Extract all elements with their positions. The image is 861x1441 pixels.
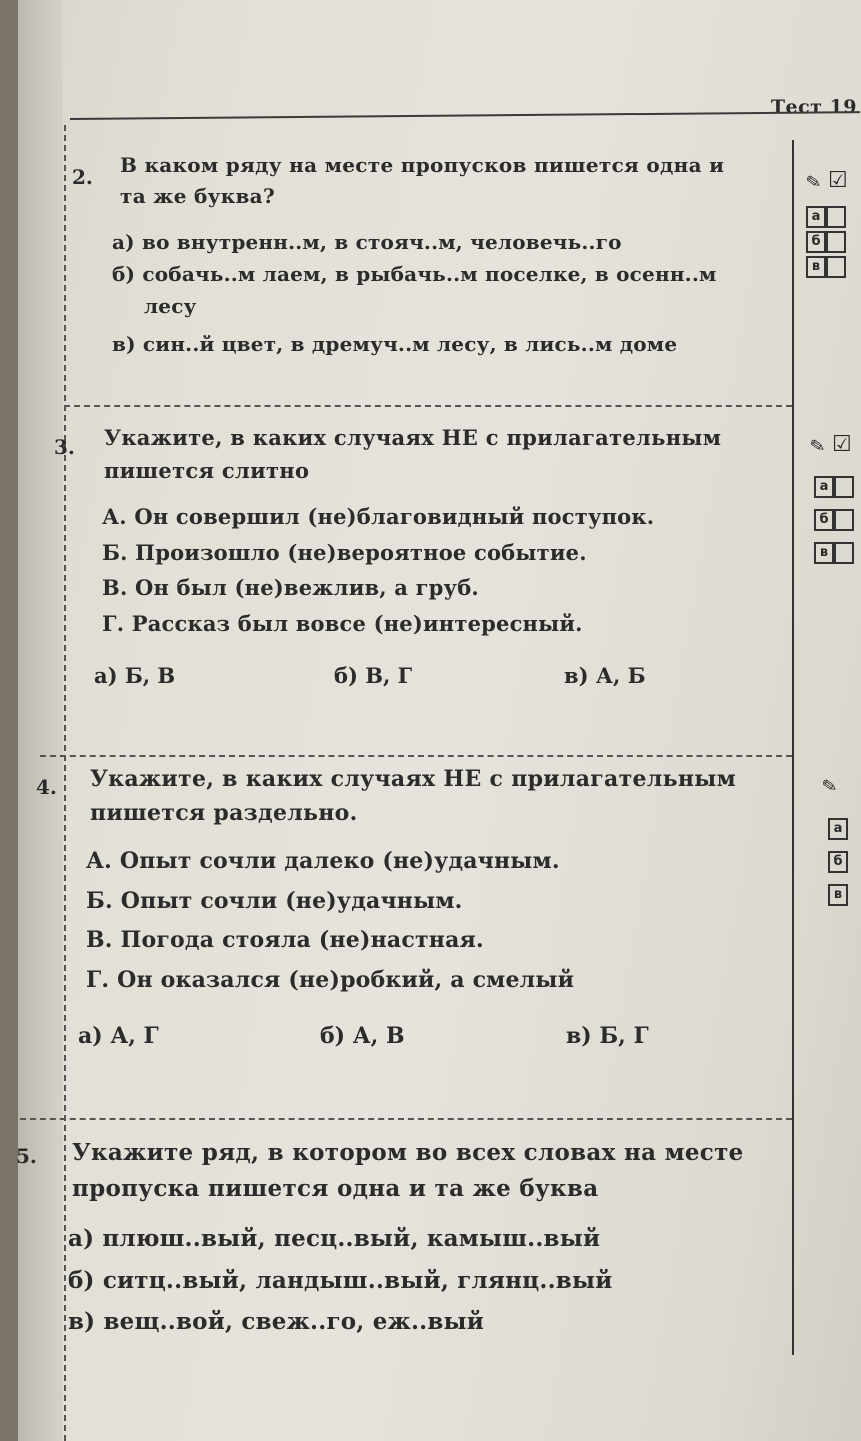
answer-box[interactable] <box>834 476 854 498</box>
question-4 <box>38 762 793 1053</box>
checkbox-icon: ☑ <box>832 432 852 457</box>
pencil-icon: ✎ <box>820 774 839 799</box>
option-c: в) син..й цвет, в дремуч..м лесу, в лись..м доме <box>112 332 678 356</box>
answer-box[interactable] <box>834 509 854 531</box>
answer-box[interactable] <box>826 206 846 228</box>
question-2 <box>72 150 785 360</box>
answer-c: в) Б, Г <box>566 1022 649 1049</box>
test-title: Тест 19 <box>770 96 857 118</box>
answer-b: б) А, В <box>320 1022 405 1049</box>
answer-choices <box>38 1019 793 1053</box>
option-a: а) плюш..вый, песц..вый, камыш..вый <box>68 1225 601 1253</box>
option-b: б) собачь..м лаем, в рыбачь..м поселке, в осенн..м <box>112 262 717 286</box>
answer-b: б) В, Г <box>334 662 413 688</box>
answer-boxes-q4 <box>828 818 848 909</box>
question-text-line: Укажите, в каких случаях НЕ с прилагательным <box>90 766 737 792</box>
answer-box[interactable] <box>826 256 846 278</box>
answer-box-label: б <box>828 851 848 873</box>
answer-boxes-q2 <box>806 206 846 281</box>
question-text-line: пропуска пишется одна и та же буква <box>72 1174 599 1202</box>
answer-box-label: а <box>814 476 834 498</box>
question-separator <box>20 1118 792 1120</box>
question-5 <box>16 1135 806 1342</box>
answer-box-label: в <box>814 542 834 564</box>
answer-c: в) А, Б <box>564 662 646 688</box>
question-text-line: Укажите, в каких случаях НЕ с прилагательным <box>104 425 722 450</box>
option-c: В. Погода стояла (не)настная. <box>86 927 484 954</box>
option-c: в) вещ..вой, свеж..го, еж..вый <box>68 1308 485 1336</box>
question-number: 3. <box>54 435 75 459</box>
checkbox-icon: ☑ <box>828 168 848 193</box>
question-number: 2. <box>72 165 93 189</box>
answer-choices <box>58 660 783 693</box>
option-a: А. Он совершил (не)благовидный поступок. <box>102 504 655 530</box>
question-text-line: пишется слитно <box>104 457 310 483</box>
question-number: 5. <box>16 1144 37 1168</box>
question-separator <box>40 755 792 757</box>
answer-box-label: в <box>828 884 848 906</box>
question-text-line: пишется раздельно. <box>90 800 358 827</box>
option-b-cont: лесу <box>144 294 197 318</box>
option-b: б) ситц..вый, ландыш..вый, глянц..вый <box>68 1266 613 1294</box>
answer-boxes-q3 <box>814 476 854 567</box>
pencil-icon: ✎ <box>804 170 823 195</box>
answer-box[interactable] <box>834 542 854 564</box>
question-text-line: та же буква? <box>120 184 275 208</box>
answer-box-label: в <box>806 256 826 278</box>
option-b: Б. Произошло (не)вероятное событие. <box>102 539 587 565</box>
answer-a: а) Б, В <box>94 662 176 688</box>
answer-box[interactable] <box>826 231 846 253</box>
answer-box-label: а <box>828 818 848 840</box>
question-3 <box>54 422 783 692</box>
question-text-line: В каком ряду на месте пропусков пишется одна и <box>120 153 725 177</box>
option-d: Г. Он оказался (не)робкий, а смелый <box>86 966 575 993</box>
option-a: а) во внутренн..м, в стояч..м, человечь..го <box>112 230 622 254</box>
option-a: А. Опыт сочли далеко (не)удачным. <box>86 848 560 875</box>
question-number: 4. <box>36 775 57 799</box>
option-b: Б. Опыт сочли (не)удачным. <box>86 887 463 914</box>
answer-a: а) А, Г <box>78 1022 159 1049</box>
option-c: В. Он был (не)вежлив, а груб. <box>102 575 479 601</box>
answer-box-label: б <box>806 231 826 253</box>
question-text-line: Укажите ряд, в котором во всех словах на месте <box>72 1139 744 1166</box>
answer-box-label: б <box>814 509 834 531</box>
question-separator <box>64 405 792 407</box>
pencil-icon: ✎ <box>808 434 827 459</box>
option-d: Г. Рассказ был вовсе (не)интересный. <box>102 611 583 637</box>
answer-box-label: а <box>806 206 826 228</box>
